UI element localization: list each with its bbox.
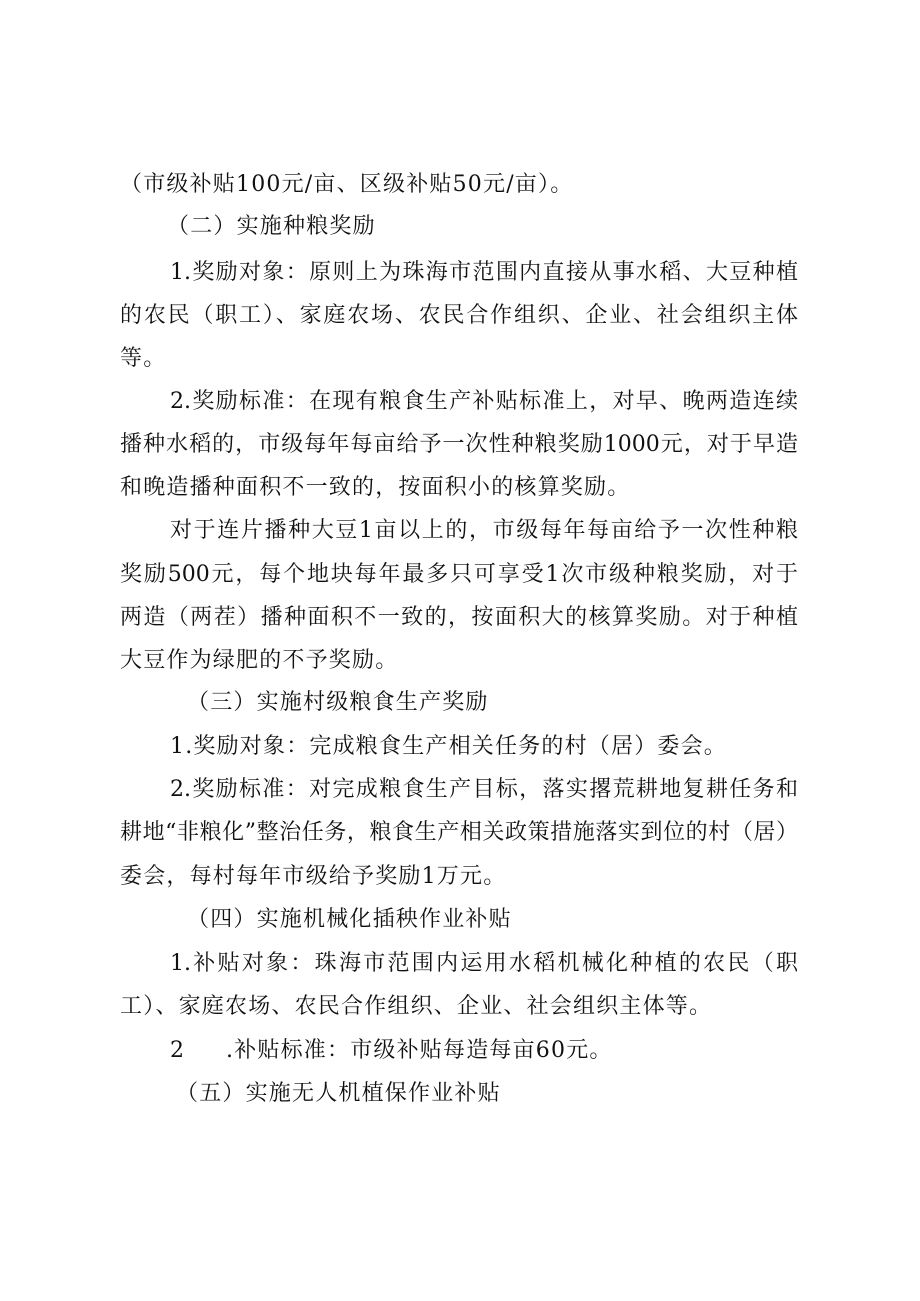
section-heading: （三）实施村级粮食生产奖励: [187, 690, 489, 715]
section-heading: （四）实施机械化插秧作业补贴: [187, 907, 512, 932]
text-line: 和晚造播种面积不一致的，按面积小的核算奖励。: [120, 475, 631, 500]
text-line: 2.奖励标准：在现有粮食生产补贴标准上，对早、晚两造连续: [170, 389, 798, 414]
text-line: 大豆作为绿肥的不予奖励。: [120, 648, 399, 673]
text-line: 对于连片播种大豆1亩以上的，市级每年每亩给予一次性种粮: [170, 518, 798, 543]
text-line: 1.补贴对象：珠海市范围内运用水稻机械化种植的农民（职: [170, 951, 798, 976]
text-line: 委会，每村每年市级给予奖励1万元。: [120, 864, 507, 889]
text-line: .补贴标准：市级补贴每造每亩60元。: [226, 1038, 613, 1063]
text-line: 工）、家庭农场、农民合作组织、企业、社会组织主体等。: [120, 994, 713, 1019]
text-line: （市级补贴100元/亩、区级补贴50元/亩）。: [120, 172, 574, 197]
text-line: 2.奖励标准：对完成粮食生产目标，落实撂荒耕地复耕任务和: [170, 777, 798, 802]
text-line: 两造（两茬）播种面积不一致的，按面积大的核算奖励。对于种植: [120, 605, 798, 630]
text-line: 的农民（职工）、家庭农场、农民合作组织、企业、社会组织主体: [120, 303, 798, 328]
text-line: 耕地“非粮化”整治任务，粮食生产相关政策措施落实到位的村（居）: [120, 820, 798, 845]
section-heading: （二）实施种粮奖励: [167, 214, 376, 239]
text-line: 奖励500元，每个地块每年最多只可享受1次市级种粮奖励，对于: [120, 562, 798, 587]
text-line: 1.奖励对象：完成粮食生产相关任务的村（居）委会。: [170, 734, 727, 759]
text-line: 等。: [120, 346, 167, 371]
text-line: 1.奖励对象：原则上为珠海市范围内直接从事水稻、大豆种植: [170, 260, 798, 285]
text-line: 播种水稻的，市级每年每亩给予一次性种粮奖励1000元，对于早造: [120, 432, 798, 457]
section-heading: （五）实施无人机植保作业补贴: [176, 1081, 501, 1106]
list-number: 2: [170, 1038, 186, 1063]
